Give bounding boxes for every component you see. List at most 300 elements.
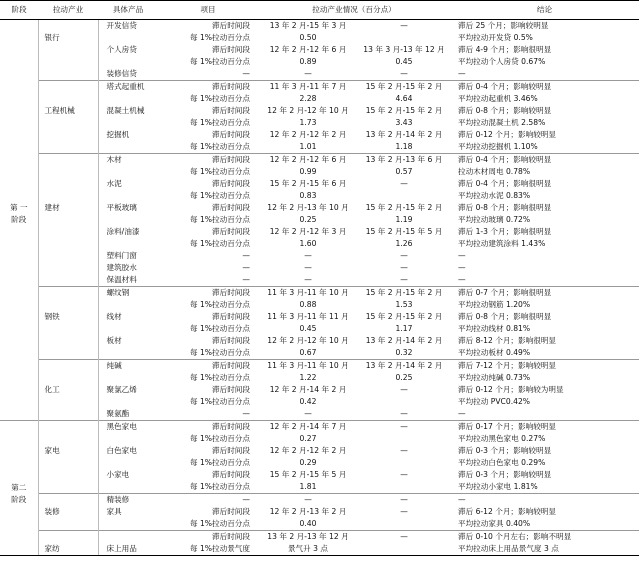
stage-cell xyxy=(0,154,38,167)
product-cell xyxy=(98,238,158,250)
period-one-value: 0.27 xyxy=(299,434,317,444)
product-cell xyxy=(98,347,158,360)
period-one-value: 12 年 2 月-12 年 10 月 xyxy=(267,336,349,346)
stage-cell xyxy=(0,44,38,56)
item-cell: 滞后时间段 xyxy=(212,385,250,395)
stage-cell xyxy=(0,141,38,154)
period-one-value: 13 年 2 月-15 年 3 月 xyxy=(269,21,347,31)
stage-cell xyxy=(0,56,38,68)
header-conclusion: 结论 xyxy=(450,1,639,20)
period-two-value: 15 年 2 月-15 年 5 月 xyxy=(365,227,443,237)
stage-cell xyxy=(0,238,38,250)
item-cell: 滞后时间段 xyxy=(158,531,258,544)
header-stage: 阶段 xyxy=(0,1,38,20)
period-one-value: 0.67 xyxy=(299,348,317,358)
period-two-value xyxy=(358,32,450,44)
item-cell: 每 1%拉动百分点 xyxy=(189,348,250,358)
stage-cell xyxy=(0,81,38,94)
product-cell: 聚氯乙烯 xyxy=(106,385,137,395)
item-cell: 每 1%拉动百分点 xyxy=(189,167,250,177)
period-one-value: 0.40 xyxy=(299,519,317,529)
table-row xyxy=(0,81,639,94)
industry-cell xyxy=(38,494,98,507)
table-row xyxy=(0,481,639,494)
item-cell: 每 1%拉动景气度 xyxy=(158,543,258,556)
table-row xyxy=(0,190,639,202)
product-cell: 木材 xyxy=(98,154,158,167)
table-row xyxy=(0,494,639,507)
conclusion-cell: 滞后 0-12 个月；影响较为明显 xyxy=(458,385,564,395)
table-row xyxy=(0,44,639,56)
item-cell: 每 1%拉动百分点 xyxy=(189,397,250,407)
product-cell: 塑料门窗 xyxy=(106,251,137,261)
stage-cell xyxy=(0,384,38,396)
conclusion-cell: — xyxy=(458,275,466,285)
period-one-value: 12 年 2 月-12 年 3 月 xyxy=(269,227,347,237)
product-cell: 螺纹钢 xyxy=(98,287,158,300)
period-one-value: 12 年 2 月-14 年 2 月 xyxy=(269,385,347,395)
item-cell: 每 1%拉动百分点 xyxy=(189,33,250,43)
stage-cell xyxy=(0,457,38,469)
item-cell: — xyxy=(242,263,250,273)
period-two-value: — xyxy=(400,275,408,285)
industry-cell xyxy=(38,44,98,56)
table-row xyxy=(0,250,639,262)
conclusion-cell: 滞后 0-4 个月；影响较明显 xyxy=(450,154,639,167)
industry-cell xyxy=(38,250,98,262)
item-cell: 滞后时间段 xyxy=(212,312,250,322)
table-row xyxy=(0,262,639,274)
product-cell xyxy=(98,323,158,335)
table-row xyxy=(0,226,639,238)
table-row xyxy=(0,238,639,250)
product-cell: 开发信贷 xyxy=(106,21,137,31)
conclusion-cell: 滞后 0-4 个月；影响较明显 xyxy=(450,81,639,94)
stage-cell xyxy=(0,408,38,421)
industry-cell xyxy=(38,347,98,360)
stage-cell xyxy=(0,323,38,335)
stage-cell: 第 一 xyxy=(0,202,38,214)
conclusion-cell: 滞后 0-4 个月；影响很明显 xyxy=(458,179,552,189)
stage-cell: 阶段 xyxy=(0,214,38,226)
period-one-value: 11 年 3 月-11 年 7 月 xyxy=(258,81,358,94)
period-two-value: — xyxy=(400,409,408,419)
table-row xyxy=(0,335,639,347)
conclusion-cell: 平均拉动家具 0.40% xyxy=(458,519,531,529)
stage-cell xyxy=(0,421,38,434)
industry-cell: 家纺 xyxy=(38,543,98,556)
industry-cell xyxy=(38,335,98,347)
item-cell: 每 1%拉动百分点 xyxy=(189,215,250,225)
table-row xyxy=(0,166,639,178)
period-one-value: — xyxy=(304,275,312,285)
table-row xyxy=(0,445,639,457)
conclusion-cell: 滞后 0-3 个月；影响较明显 xyxy=(458,446,552,456)
conclusion-cell: 平均拉动起重机 3.46% xyxy=(458,94,538,104)
period-one-value: 13 年 2 月-13 年 12 月 xyxy=(258,531,358,544)
conclusion-cell: 平均拉动混凝土机 2.58% xyxy=(458,118,546,128)
stage-cell xyxy=(0,190,38,202)
period-two-value: — xyxy=(400,179,408,189)
industry-cell xyxy=(38,481,98,494)
table-row xyxy=(0,68,639,81)
conclusion-cell: 滞后 6-12 个月；影响较明显 xyxy=(458,507,556,517)
table-row xyxy=(0,287,639,300)
product-cell: 个人房贷 xyxy=(106,45,137,55)
period-one-value: 1.81 xyxy=(299,482,317,492)
table-row xyxy=(0,20,639,33)
conclusion-cell: 拉动木材周电 0.78% xyxy=(458,167,531,177)
table-row xyxy=(0,384,639,396)
period-two-value xyxy=(358,543,450,556)
industry-cell: 化工 xyxy=(38,384,98,396)
stage-cell xyxy=(0,518,38,531)
industry-cell: 银行 xyxy=(38,32,98,44)
period-two-value: 15 年 2 月-15 年 2 月 xyxy=(365,203,443,213)
conclusion-cell: 平均拉动床上用品景气度 3 点 xyxy=(450,543,639,556)
stage-cell xyxy=(0,262,38,274)
product-cell: 水泥 xyxy=(106,179,122,189)
stage-cell xyxy=(0,396,38,408)
table-row xyxy=(0,154,639,167)
table-row xyxy=(0,214,639,226)
industry-cell xyxy=(38,360,98,373)
product-cell: 家具 xyxy=(106,507,122,517)
period-two-value: 13 年 2 月-14 年 2 月 xyxy=(365,336,443,346)
stage-cell xyxy=(0,32,38,44)
conclusion-cell: 滞后 0-12 个月；影响较明显 xyxy=(458,130,556,140)
item-cell: 每 1%拉动百分点 xyxy=(189,373,250,383)
industry-cell xyxy=(38,433,98,445)
header-row xyxy=(0,1,639,20)
conclusion-cell: 平均拉动挖掘机 1.10% xyxy=(458,142,538,152)
product-cell: 精装修 xyxy=(98,494,158,507)
conclusion-cell: 平均拉动黑色家电 0.27% xyxy=(458,434,546,444)
product-cell: 涂料/油漆 xyxy=(106,227,140,237)
product-cell: 线材 xyxy=(106,312,122,322)
header-pull-situation: 拉动产业情况（百分点） xyxy=(258,1,450,20)
period-one-value: 1.01 xyxy=(299,142,317,152)
conclusion-cell: 滞后 0-17 个月；影响较明显 xyxy=(450,421,639,434)
stage-cell xyxy=(0,299,38,311)
item-cell: 每 1%拉动百分点 xyxy=(189,458,250,468)
period-one-value: 11 年 3 月-11 年 11 月 xyxy=(267,312,349,322)
stage-cell xyxy=(0,360,38,373)
period-two-value: — xyxy=(400,507,408,517)
product-cell: 平板玻璃 xyxy=(106,203,137,213)
industry-cell xyxy=(38,469,98,481)
table-row xyxy=(0,299,639,311)
item-cell: 每 1%拉动百分点 xyxy=(189,519,250,529)
stage-cell xyxy=(0,543,38,556)
industry-cell xyxy=(38,287,98,300)
item-cell: 滞后时间段 xyxy=(212,106,250,116)
period-two-value: 15 年 2 月-15 年 2 月 xyxy=(365,106,443,116)
industry-cell xyxy=(38,141,98,154)
conclusion-cell: 滞后 1-3 个月；影响很明显 xyxy=(458,227,552,237)
product-cell xyxy=(98,141,158,154)
industry-cell xyxy=(38,323,98,335)
product-cell xyxy=(98,518,158,531)
product-cell: 挖掘机 xyxy=(106,130,130,140)
industry-cell xyxy=(38,129,98,141)
period-one-value: — xyxy=(304,69,312,79)
table-row xyxy=(0,457,639,469)
period-one-value: 12 年 2 月-12 年 2 月 xyxy=(269,130,347,140)
period-two-value: 0.32 xyxy=(395,348,413,358)
period-two-value xyxy=(358,481,450,494)
item-cell: 滞后时间段 xyxy=(158,154,258,167)
item-cell: 滞后时间段 xyxy=(158,360,258,373)
industry-cell xyxy=(38,117,98,129)
period-one-value: 0.42 xyxy=(299,397,317,407)
table-row xyxy=(0,469,639,481)
period-one-value: 0.88 xyxy=(299,300,317,310)
period-one-value: 1.73 xyxy=(299,118,317,128)
period-one-value: 11 年 3 月-11 年 10 月 xyxy=(258,360,358,373)
stage-cell xyxy=(0,287,38,300)
conclusion-cell: 滞后 7-12 个月；影响较明显 xyxy=(450,360,639,373)
item-cell: 滞后时间段 xyxy=(212,21,250,31)
product-cell xyxy=(98,299,158,311)
table-row xyxy=(0,543,639,556)
stage-cell xyxy=(0,433,38,445)
period-one-value: 0.45 xyxy=(299,324,317,334)
period-two-value xyxy=(358,433,450,445)
industry-cell xyxy=(38,93,98,105)
conclusion-cell: 平均拉动线材 0.81% xyxy=(458,324,531,334)
product-cell xyxy=(98,457,158,469)
industry-cell xyxy=(38,178,98,190)
period-two-value: 3.43 xyxy=(395,118,413,128)
item-cell: 每 1%拉动百分点 xyxy=(189,191,250,201)
stage-cell xyxy=(0,250,38,262)
conclusion-cell: 平均拉动开发贷 0.5% xyxy=(458,33,533,43)
period-one-value: 15 年 2 月-15 年 5 月 xyxy=(269,470,347,480)
item-cell: 滞后时间段 xyxy=(212,45,250,55)
conclusion-cell: 滞后 0-8 个月；影响较明显 xyxy=(458,106,552,116)
period-two-value: — xyxy=(400,385,408,395)
period-two-value: 0.57 xyxy=(395,167,413,177)
period-two-value: — xyxy=(358,531,450,544)
stage-cell xyxy=(0,20,38,33)
period-one-value: — xyxy=(258,494,358,507)
conclusion-cell: 平均拉动纯碱 0.73% xyxy=(458,373,531,383)
industry-cell: 工程机械 xyxy=(38,105,98,117)
stage-cell xyxy=(0,274,38,287)
item-cell: — xyxy=(158,494,258,507)
period-one-value: 0.89 xyxy=(299,57,317,67)
table-row xyxy=(0,396,639,408)
period-two-value: 15 年 2 月-15 年 2 月 xyxy=(365,312,443,322)
item-cell: 每 1%拉动百分点 xyxy=(189,94,250,104)
table-row xyxy=(0,360,639,373)
industry-cell xyxy=(38,408,98,421)
industry-cell xyxy=(38,154,98,167)
conclusion-cell: — xyxy=(450,494,639,507)
product-cell xyxy=(98,117,158,129)
conclusion-cell: 滞后 0-10 个月左右；影响不明显 xyxy=(450,531,639,544)
item-cell: 滞后时间段 xyxy=(212,227,250,237)
stage-cell: 阶段 xyxy=(0,494,38,507)
product-cell xyxy=(98,372,158,384)
industry-cell: 装修 xyxy=(38,506,98,518)
period-one-value: 12 年 2 月-12 年 6 月 xyxy=(258,154,358,167)
product-cell xyxy=(98,56,158,68)
stage-cell xyxy=(0,311,38,323)
industry-cell xyxy=(38,262,98,274)
table-row xyxy=(0,372,639,384)
header-product: 具体产品 xyxy=(98,1,158,20)
period-one-value: 12 年 2 月-12 年 6 月 xyxy=(269,45,347,55)
period-one-value: 12 年 2 月-13 年 10 月 xyxy=(267,203,349,213)
item-cell: 滞后时间段 xyxy=(158,421,258,434)
product-cell xyxy=(98,32,158,44)
period-two-value: 0.45 xyxy=(395,57,413,67)
item-cell: 每 1%拉动百分点 xyxy=(189,300,250,310)
period-one-value: 0.29 xyxy=(299,458,317,468)
period-one-value: 15 年 2 月-15 年 6 月 xyxy=(269,179,347,189)
industry-cell xyxy=(38,372,98,384)
item-cell: 滞后时间段 xyxy=(212,470,250,480)
period-one-value: 12 年 2 月-12 年 10 月 xyxy=(267,106,349,116)
conclusion-cell: — xyxy=(458,263,466,273)
industry-cell xyxy=(38,190,98,202)
item-cell: 滞后时间段 xyxy=(158,287,258,300)
period-two-value: — xyxy=(400,446,408,456)
table-row xyxy=(0,178,639,190)
product-cell: 床上用品 xyxy=(98,543,158,556)
period-two-value: 13 年 2 月-14 年 2 月 xyxy=(358,360,450,373)
period-one-value: 1.22 xyxy=(299,373,317,383)
period-two-value: 1.53 xyxy=(395,300,413,310)
period-two-value: — xyxy=(400,69,408,79)
period-two-value: — xyxy=(400,251,408,261)
stage-cell xyxy=(0,445,38,457)
stage-cell xyxy=(0,105,38,117)
industry-cell: 钢铁 xyxy=(38,311,98,323)
product-cell: 小家电 xyxy=(106,470,130,480)
product-cell xyxy=(98,481,158,494)
stage-cell xyxy=(0,129,38,141)
conclusion-cell: 平均拉动水泥 0.83% xyxy=(458,191,531,201)
item-cell: 每 1%拉动百分点 xyxy=(189,434,250,444)
product-cell xyxy=(98,214,158,226)
item-cell: 滞后时间段 xyxy=(212,446,250,456)
conclusion-cell: 平均拉动 PVC0.42% xyxy=(458,397,530,407)
stage-cell: 第二 xyxy=(0,481,38,494)
item-cell: 滞后时间段 xyxy=(212,179,250,189)
stage-cell xyxy=(0,335,38,347)
stage-cell xyxy=(0,166,38,178)
conclusion-cell: — xyxy=(458,251,466,261)
table-row xyxy=(0,202,639,214)
product-cell xyxy=(98,396,158,408)
industry-cell xyxy=(38,68,98,81)
table-row xyxy=(0,531,639,544)
item-cell: 每 1%拉动百分点 xyxy=(189,142,250,152)
period-two-value: 15 年 2 月-15 年 2 月 xyxy=(358,81,450,94)
industry-cell: 家电 xyxy=(38,445,98,457)
table-row xyxy=(0,311,639,323)
period-two-value xyxy=(358,190,450,202)
stage-cell xyxy=(0,469,38,481)
industry-cell xyxy=(38,457,98,469)
period-one-value: 11 年 3 月-11 年 10 月 xyxy=(258,287,358,300)
product-cell xyxy=(98,190,158,202)
period-one-value: 0.50 xyxy=(299,33,317,43)
item-cell: 滞后时间段 xyxy=(212,336,250,346)
stage-cell xyxy=(0,93,38,105)
conclusion-cell: 平均拉动建筑涂料 1.43% xyxy=(458,239,546,249)
conclusion-cell: 滞后 25 个月；影响较明显 xyxy=(458,21,549,31)
period-two-value: — xyxy=(400,263,408,273)
stage-cell xyxy=(0,531,38,544)
item-cell: — xyxy=(242,251,250,261)
item-cell: 滞后时间段 xyxy=(158,81,258,94)
table-row xyxy=(0,56,639,68)
period-one-value: 0.83 xyxy=(299,191,317,201)
item-cell: — xyxy=(242,69,250,79)
table-row xyxy=(0,129,639,141)
product-cell: 黑色家电 xyxy=(98,421,158,434)
table-row xyxy=(0,408,639,421)
conclusion-cell: 平均拉动个人房贷 0.67% xyxy=(458,57,546,67)
industry-cell xyxy=(38,166,98,178)
industry-cell xyxy=(38,531,98,544)
product-cell: 板材 xyxy=(106,336,122,346)
conclusion-cell: 平均拉动玻璃 0.72% xyxy=(458,215,531,225)
period-two-value: 15 年 2 月-15 年 2 月 xyxy=(358,287,450,300)
item-cell: 滞后时间段 xyxy=(212,507,250,517)
period-two-value: 13 年 2 月-14 年 2 月 xyxy=(365,130,443,140)
period-one-value: 景气升 3 点 xyxy=(258,543,358,556)
product-cell xyxy=(98,93,158,105)
stage-cell xyxy=(0,506,38,518)
table-row xyxy=(0,93,639,105)
period-one-value: 12 年 2 月-14 年 7 月 xyxy=(258,421,358,434)
item-cell: — xyxy=(242,409,250,419)
period-two-value: 4.64 xyxy=(395,94,413,104)
period-two-value: — xyxy=(358,494,450,507)
stage-cell xyxy=(0,117,38,129)
stage-cell xyxy=(0,347,38,360)
industry-cell xyxy=(38,299,98,311)
period-two-value: 1.17 xyxy=(395,324,413,334)
stage-cell xyxy=(0,178,38,190)
header-industry: 拉动产业 xyxy=(38,1,98,20)
period-one-value: 0.99 xyxy=(299,167,317,177)
table-row xyxy=(0,274,639,287)
item-cell: 每 1%拉动百分点 xyxy=(189,482,250,492)
stage-cell xyxy=(0,68,38,81)
item-cell: — xyxy=(242,275,250,285)
period-two-value: 1.26 xyxy=(395,239,413,249)
conclusion-cell: — xyxy=(458,69,466,79)
table-row xyxy=(0,141,639,154)
product-cell: 保温材料 xyxy=(106,275,137,285)
item-cell: 每 1%拉动百分点 xyxy=(189,324,250,334)
table-row xyxy=(0,323,639,335)
product-cell: 白色家电 xyxy=(106,446,137,456)
product-cell: 建筑胶水 xyxy=(106,263,137,273)
period-two-value: — xyxy=(400,21,408,31)
conclusion-cell: 滞后 4-9 个月；影响很明显 xyxy=(458,45,552,55)
period-two-value: — xyxy=(400,470,408,480)
industry-cell xyxy=(38,20,98,33)
period-one-value: — xyxy=(304,409,312,419)
period-one-value: — xyxy=(304,251,312,261)
